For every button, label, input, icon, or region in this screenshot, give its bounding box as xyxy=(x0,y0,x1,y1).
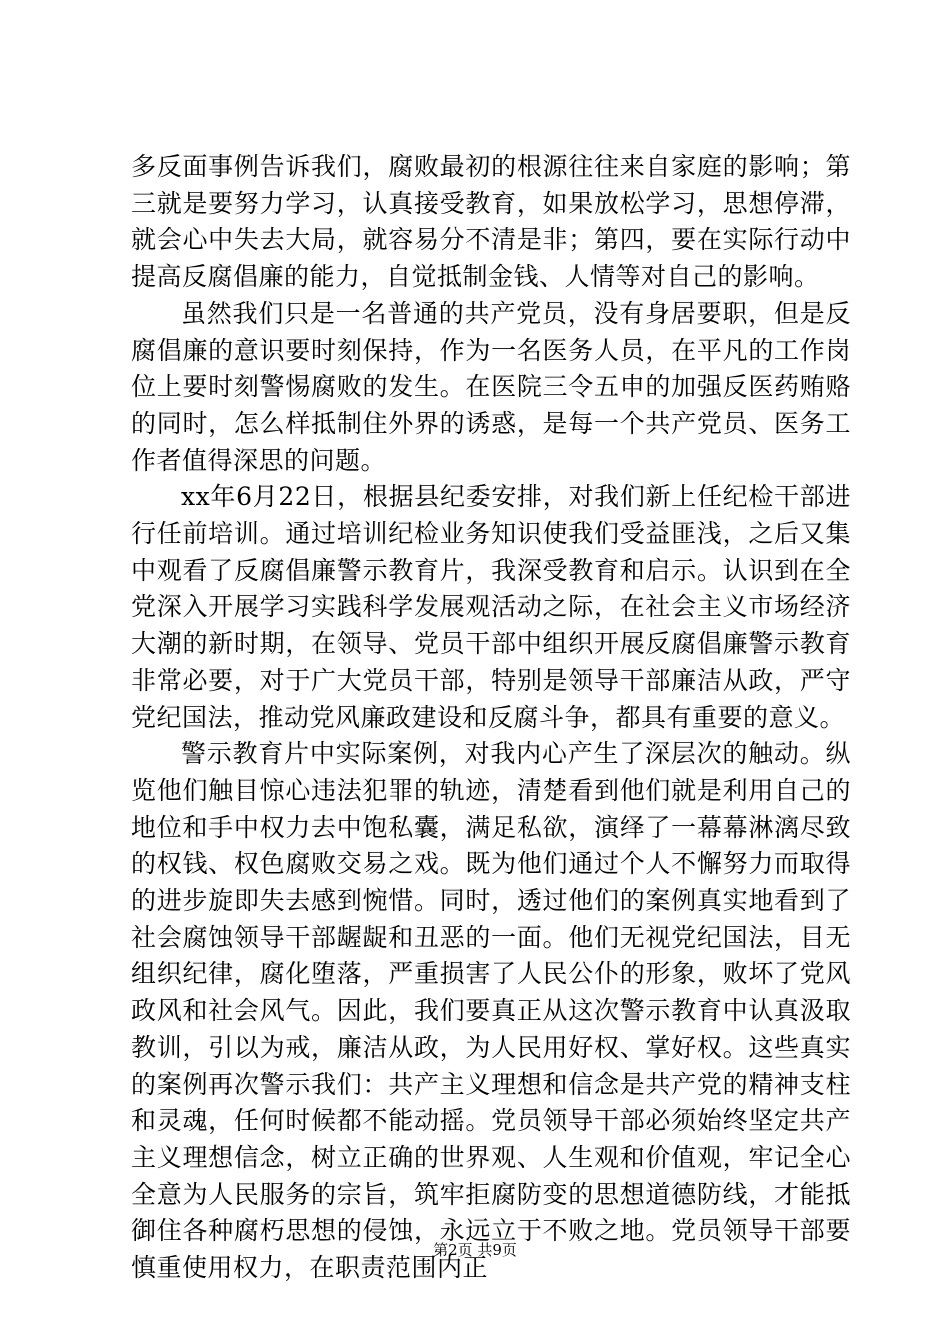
paragraph-4: 警示教育片中实际案例，对我内心产生了深层次的触动。纵览他们触目惊心违法犯罪的轨迹，清楚看到他们就是利用自己的地位和手中权力去中饱私囊，满足私欲，演绎了一幕幕淋漓尽致的权钱、权色腐败交易之戏。既为他们通过个人不懈努力而取得的进步旋即失去感到惋惜。同时，透过他们的案例真实地看到了社会腐蚀领导干部龌龊和丑恶的一面。他们无视党纪国法，目无组织纪律，腐化堕落，严重损害了人民公仆的形象，败坏了党风政风和社会风气。因此，我们要真正从这次警示教育中认真汲取教训，引以为戒，廉洁从政，为人民用好权、掌好权。这些真实的案例再次警示我们：共产主义理想和信念是共产党的精神支柱和灵魂，任何时候都不能动摇。党员领导干部必须始终坚定共产主义理想信念，树立正确的世界观、人生观和价值观，牢记全心全意为人民服务的宗旨，筑牢拒腐防变的思想道德防线，才能抵御住各种腐朽思想的侵蚀，永远立于不败之地。党员领导干部要慎重使用权力，在职责范围内正 xyxy=(131,739,851,1283)
document-body xyxy=(131,149,851,1287)
paragraph-3: xx年6月22日，根据县纪委安排，对我们新上任纪检干部进行任前培训。通过培训纪检业务知识使我们受益匪浅，之后又集中观看了反腐倡廉警示教育片，我深受教育和启示。认识到在全党深入开展学习实践科学发展观活动之际，在社会主义市场经济大潮的新时期，在领导、党员干部中组织开展反腐倡廉警示教育非常必要，对于广大党员干部，特别是领导干部廉洁从政，严守党纪国法，推动党风廉政建设和反腐斗争，都具有重要的意义。 xyxy=(131,482,851,732)
paragraph-2: 虽然我们只是一名普通的共产党员，没有身居要职，但是反腐倡廉的意识要时刻保持，作为一名医务人员，在平凡的工作岗位上要时刻警惕腐败的发生。在医院三令五申的加强反医药贿赂的同时，怎么样抵制住外界的诱惑，是每一个共产党员、医务工作者值得深思的问题。 xyxy=(131,298,851,475)
page-number-footer: 第2页 共9页 xyxy=(433,1241,517,1259)
paragraph-1: 多反面事例告诉我们，腐败最初的根源往往来自家庭的影响；第三就是要努力学习，认真接受教育，如果放松学习，思想停滞，就会心中失去大局，就容易分不清是非；第四，要在实际行动中提高反腐倡廉的能力，自觉抵制金钱、人情等对自己的影响。 xyxy=(131,152,851,292)
